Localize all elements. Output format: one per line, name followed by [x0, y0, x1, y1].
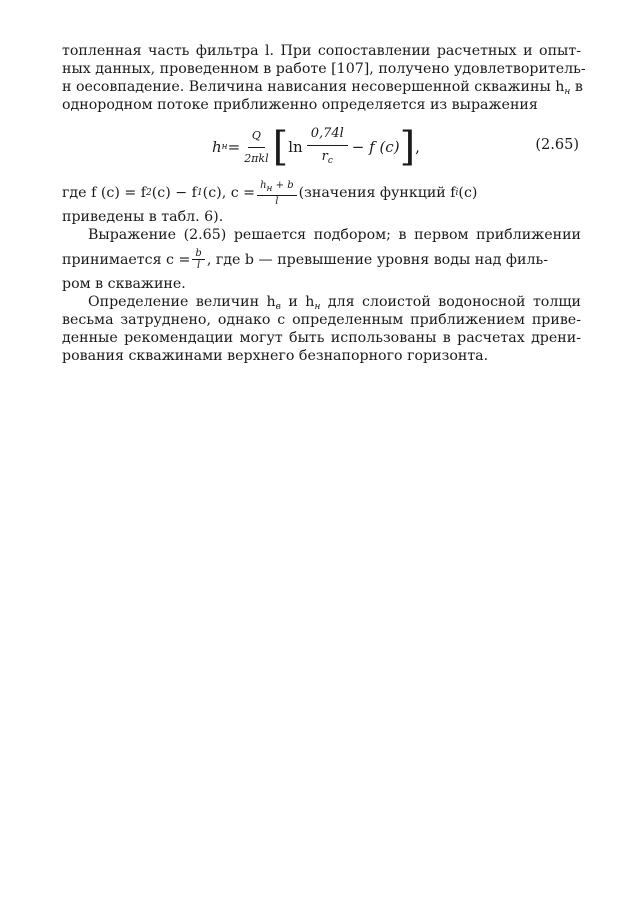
para3-line-1: Определение величин $h_в$ и $h_н$ для слоистой водоносной толщи — [88, 293, 581, 312]
fraction-b: b — [192, 248, 204, 260]
fraction-numerator: Q — [248, 127, 265, 148]
equation-lhs: h — [212, 138, 222, 157]
where-line — [62, 178, 581, 208]
equation-comma: , — [415, 138, 420, 157]
fraction-c-numerator: hн + b — [257, 180, 297, 196]
text-line-3-end: в — [570, 79, 583, 96]
minus-f-c: − f (c) — [351, 138, 400, 157]
para2-line-2-end: , где b — превышение уровня воды над филь- — [206, 251, 549, 268]
fraction-c-denominator: l — [275, 195, 279, 207]
where-mid1: (c) − f — [151, 185, 197, 202]
para3-line-3: денные рекомендации могут быть использованы в расчетах дрени- — [62, 329, 581, 346]
para2-line-1: Выражение (2.65) решается подбором; в первом приближении — [88, 227, 581, 244]
fraction-b-over-l — [192, 248, 204, 271]
equation-2-65 — [62, 116, 581, 178]
subscript-n: н — [564, 87, 571, 98]
fraction-q-over-2pikl — [244, 127, 268, 168]
equation-number: (2.65) — [535, 137, 579, 154]
text-line-2: ных данных, проведенном в работе [107], получено удовлетворитель- — [62, 61, 586, 78]
where-mid2: (c), c = — [202, 185, 256, 202]
inner-denominator: $r_с$ — [321, 148, 333, 166]
para3-line-2: весьма затруднено, однако с определенным приближением приве- — [62, 311, 581, 328]
sub-1: 1 — [196, 188, 203, 199]
fraction-l: l — [197, 260, 201, 272]
para2-line-3: ром в скважине. — [62, 275, 186, 292]
sub-2: 2 — [146, 188, 152, 199]
sub-i: i — [455, 188, 459, 199]
where-end2: (c) — [458, 185, 478, 202]
fraction-inner — [307, 125, 348, 170]
equation-lhs-sub: н — [221, 142, 228, 153]
text-line-1: топленная часть фильтра l. При сопоставлении расчетных и опыт- — [62, 43, 581, 59]
equation-body — [212, 116, 420, 178]
ln-operator: ln — [288, 138, 303, 157]
where-end: (значения функций f — [298, 185, 456, 202]
fraction-c — [257, 180, 297, 207]
para2-line-2-start: принимается c = — [62, 251, 191, 268]
inner-numerator: 0,74l — [307, 125, 348, 146]
left-bracket: [ — [272, 124, 289, 171]
text-body — [62, 42, 586, 365]
text-line-3-main: н оесовпадение. Величина нависания несовершенной скважины h — [62, 79, 565, 96]
para2-line-2 — [62, 245, 581, 275]
text-line-4: однородном потоке приближенно определяется из выражения — [62, 97, 538, 114]
where-start: где f (c) = f — [62, 185, 147, 202]
right-bracket: ] — [399, 124, 416, 171]
text-line-tabl: приведены в табл. 6). — [62, 209, 224, 226]
text-line-3 — [62, 78, 581, 96]
equation-equals: = — [227, 138, 241, 157]
fraction-denominator: 2πkl — [244, 151, 269, 165]
para3-line-4: рования скважинами верхнего безнапорного горизонта. — [62, 347, 489, 364]
